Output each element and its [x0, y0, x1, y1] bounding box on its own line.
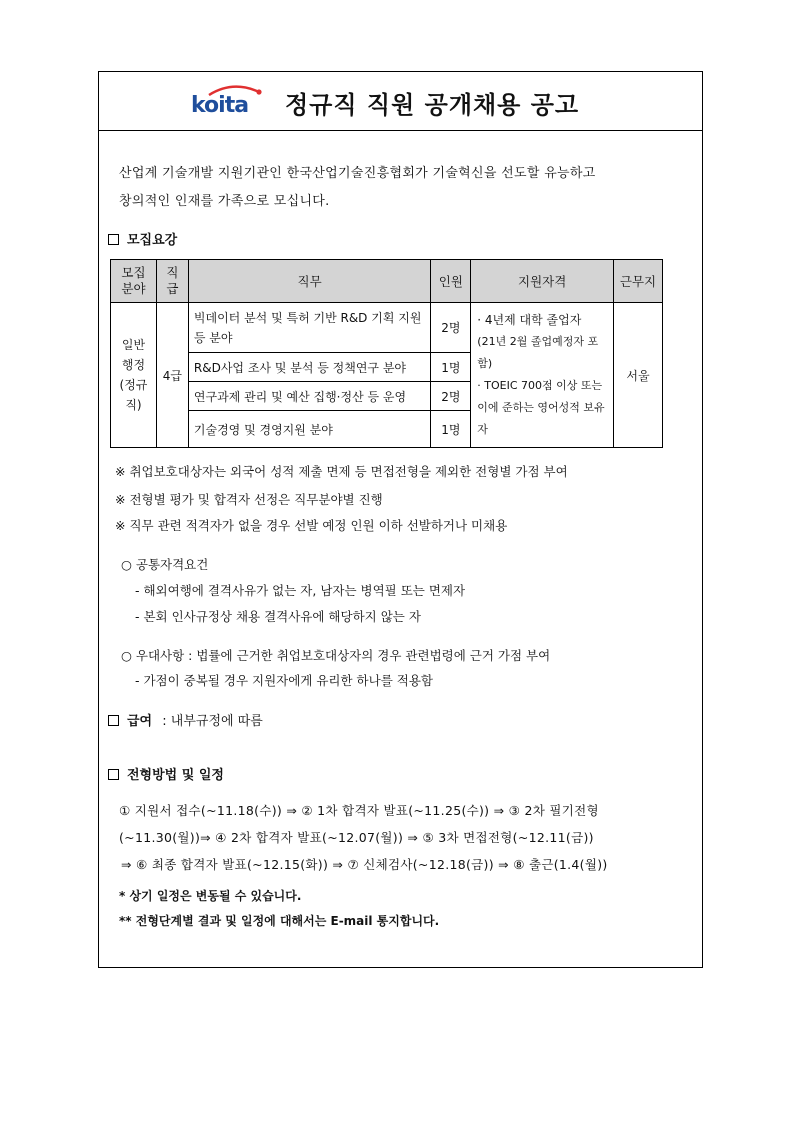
header-count: 인원 — [431, 260, 471, 303]
qualification-cell — [471, 303, 614, 448]
note-1: ※ 취업보호대상자는 외국어 성적 제출 면제 등 면접전형을 제외한 전형별 가점 부여 — [115, 464, 568, 479]
qual-line-3: · TOEIC 700점 이상 또는 — [477, 379, 603, 392]
schedule-line-1: ① 지원서 접수(~11.18(수)) ⇒ ② 1차 합격자 발표(~11.25(수)) ⇒ ③ 2차 필기전형 — [119, 803, 599, 818]
schedule-heading-label: 전형방법 및 일정 — [127, 768, 224, 783]
recruit-heading-label: 모집요강 — [127, 233, 178, 248]
common-item-2: - 본회 인사규정상 채용 결격사유에 해당하지 않는 자 — [135, 609, 421, 624]
duty-cell: 연구과제 관리 및 예산 집행·정산 등 운영 — [188, 382, 430, 411]
table-row — [111, 303, 663, 353]
salary-text: : 내부규정에 따름 — [162, 714, 263, 729]
intro-line-2: 창의적인 인재를 가족으로 모십니다. — [119, 194, 330, 209]
duty-cell: 빅데이터 분석 및 특허 기반 R&D 기획 지원 등 분야 — [188, 303, 430, 353]
qual-line-1: · 4년제 대학 졸업자 — [477, 313, 582, 327]
count-cell: 2명 — [431, 303, 471, 353]
checkbox-square-icon — [108, 769, 119, 780]
grade-cell: 4급 — [156, 303, 188, 448]
header-field: 모집 분야 — [111, 260, 157, 303]
koita-logo — [191, 84, 263, 120]
duty-cell: R&D사업 조사 및 분석 등 정책연구 분야 — [188, 353, 430, 382]
header-duty: 직무 — [188, 260, 430, 303]
header-qualification: 지원자격 — [471, 260, 614, 303]
qual-line-4: 이에 준하는 영어성적 보유자 — [477, 401, 605, 436]
table-header-row — [111, 260, 663, 303]
logo-text: koita — [191, 93, 249, 118]
announcement-frame — [98, 71, 703, 968]
note-2: ※ 전형별 평가 및 합격자 선정은 직무분야별 진행 — [115, 492, 383, 507]
intro-line-1: 산업계 기술개발 지원기관인 한국산업기술진흥협회가 기술혁신을 선도할 유능하고 — [119, 166, 596, 181]
count-cell: 1명 — [431, 353, 471, 382]
duty-cell: 기술경영 및 경영지원 분야 — [188, 411, 430, 448]
field-cell: 일반 행정 (정규직) — [111, 303, 157, 448]
footnote-1: * 상기 일정은 변동될 수 있습니다. — [119, 889, 302, 903]
checkbox-square-icon — [108, 234, 119, 245]
salary-line — [108, 710, 263, 729]
common-heading: ○ 공통자격요건 — [121, 557, 209, 572]
place-cell: 서울 — [614, 303, 663, 448]
count-cell: 1명 — [431, 411, 471, 448]
preference-heading: ○ 우대사항 : 법률에 근거한 취업보호대상자의 경우 관련법령에 근거 가점 부여 — [121, 648, 551, 663]
recruit-heading — [108, 229, 177, 248]
header — [99, 72, 702, 131]
schedule-line-2: (~11.30(월))⇒ ④ 2차 합격자 발표(~12.07(월)) ⇒ ⑤ 3차 면접전형(~12.11(금)) — [119, 830, 594, 845]
header-grade: 직 급 — [156, 260, 188, 303]
common-item-1: - 해외여행에 결격사유가 없는 자, 남자는 병역필 또는 면제자 — [135, 583, 466, 598]
preference-item: - 가점이 중복될 경우 지원자에게 유리한 하나를 적용함 — [135, 673, 433, 688]
page-title: 정규직 직원 공개채용 공고 — [285, 91, 580, 119]
salary-label: 급여 — [127, 714, 153, 729]
schedule-heading — [108, 764, 224, 783]
note-3: ※ 직무 관련 적격자가 없을 경우 선발 예정 인원 이하 선발하거나 미채용 — [115, 518, 508, 533]
count-cell: 2명 — [431, 382, 471, 411]
footnote-2: ** 전형단계별 결과 및 일정에 대해서는 E-mail 통지합니다. — [119, 914, 440, 928]
schedule-line-3: ⇒ ⑥ 최종 합격자 발표(~12.15(화)) ⇒ ⑦ 신체검사(~12.18(금)) ⇒ ⑧ 출근(1.4(월)) — [121, 857, 608, 872]
qual-line-2: (21년 2월 졸업예정자 포함) — [477, 335, 599, 370]
header-place: 근무지 — [614, 260, 663, 303]
checkbox-square-icon — [108, 715, 119, 726]
recruit-table — [110, 259, 663, 448]
